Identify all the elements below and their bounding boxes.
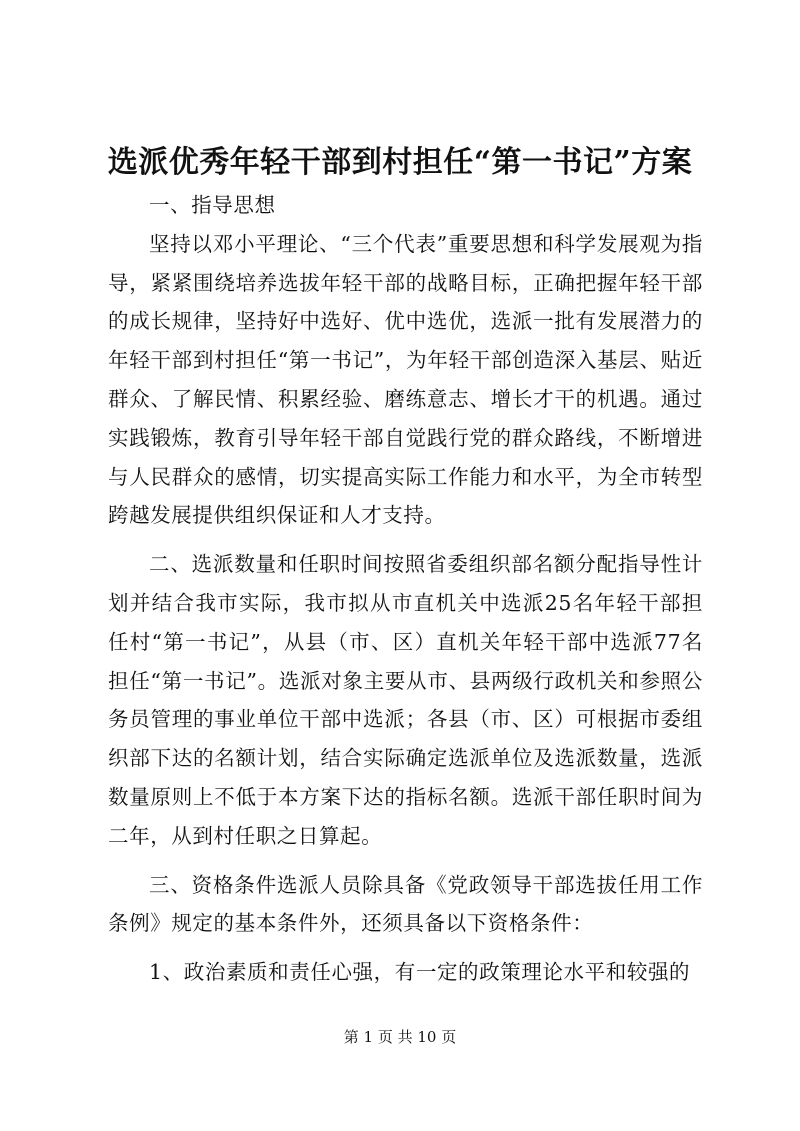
document-body [108,186,703,992]
paragraph-guiding-ideology: 坚持以邓小平理论、“三个代表”重要思想和科学发展观为指导，紧紧围绕培养选拔年轻干部的战略目标，正确把握年轻干部的成长规律，坚持好中选好、优中选优，选派一批有发展潜力的年轻干部到村担任“第一书记”，为年轻干部创造深入基层、贴近群众、了解民情、积累经验、磨练意志、增长才干的机遇。通过实践锻炼，教育引导年轻干部自觉践行党的群众路线，不断增进与人民群众的感情，切实提高实际工作能力和水平，为全市转型跨越发展提供组织保证和人才支持。 [108,231,703,528]
paragraph-quota-and-term: 二、选派数量和任职时间按照省委组织部名额分配指导性计划并结合我市实际，我市拟从市直机关中选派25名年轻干部担任村“第一书记”，从县（市、区）直机关年轻干部中选派77名担任“第一书记”。选派对象主要从市、县两级行政机关和参照公务员管理的事业单位干部中选派；各县（市、区）可根据市委组织部下达的名额计划，结合实际确定选派单位及选派数量，选派数量原则上不低于本方案下达的指标名额。选派干部任职时间为二年，从到村任职之日算起。 [108,552,703,848]
document-title: 选派优秀年轻干部到村担任“第一书记”方案 [107,145,693,180]
paragraph-condition-1: 1、政治素质和责任心强，有一定的政策理论水平和较强的 [149,960,691,985]
page-number-footer: 第 1 页 共 10 页 [343,1028,457,1046]
section-heading-guiding-ideology: 一、指导思想 [149,193,276,217]
paragraph-qualifications: 三、资格条件选派人员除具备《党政领导干部选拔任用工作条例》规定的基本条件外，还须具备以下资格条件： [108,872,703,936]
